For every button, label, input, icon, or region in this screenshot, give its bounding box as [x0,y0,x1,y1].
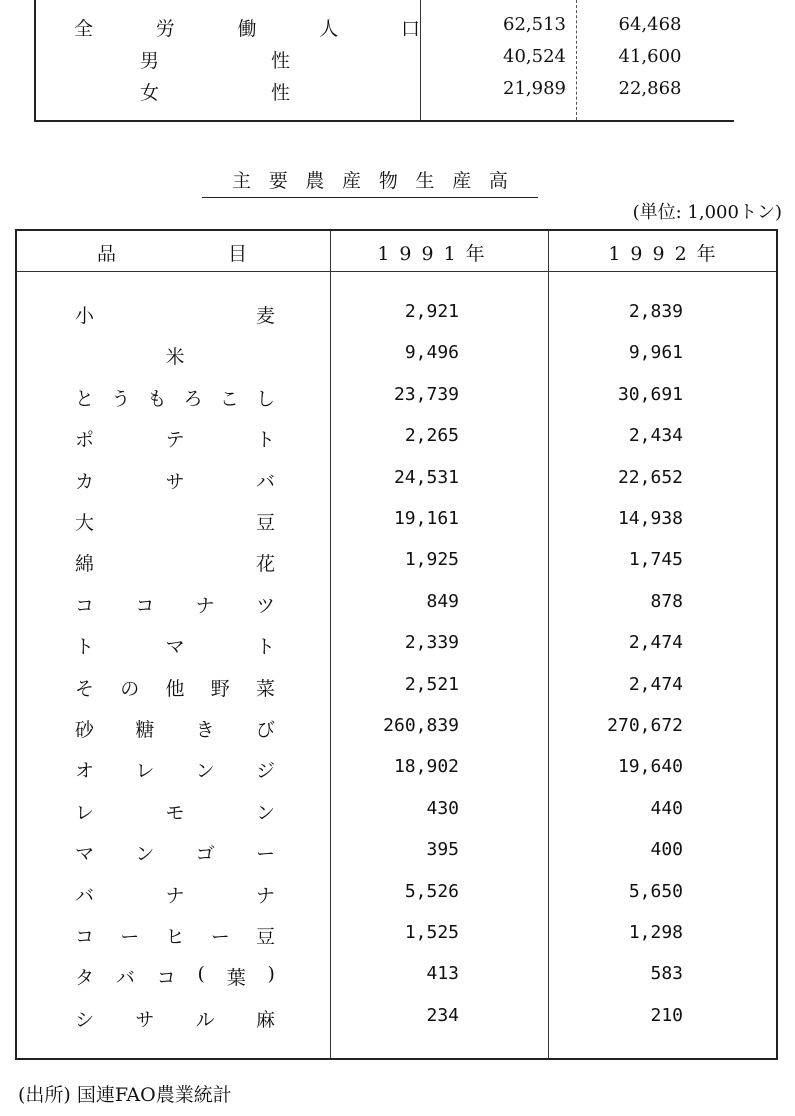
header-divider [17,271,776,272]
crop-name: タ バ コ ( 葉 ) [75,963,275,990]
labor-row [36,78,734,108]
table-row [17,549,776,579]
value-1992: 400 [650,839,683,861]
crop-name: ポ テ ト [75,429,275,452]
value-1991: 19,161 [393,508,459,529]
crop-name: 小 麦 [75,305,275,327]
table-row [17,425,776,455]
header-1992: 1992年 [608,243,726,265]
labor-row-label: 男 性 [140,50,290,72]
value-1991: 9,496 [404,342,459,364]
value-1992: 19,640 [617,756,683,778]
value-1992: 878 [650,590,683,612]
table-row [17,922,776,952]
value-1991: 260,839 [383,715,459,736]
crop-name: シ サ ル 麻 [75,1008,275,1031]
labor-value-1992: 22,868 [618,78,682,99]
crop-name: 大 豆 [75,512,275,534]
value-1991: 849 [426,590,459,612]
value-1991: 23,739 [393,383,459,405]
value-1992: 583 [650,963,683,985]
table-row [17,384,776,414]
crop-name: 綿 花 [75,553,275,576]
header-1991: 1991年 [377,243,495,265]
value-1992: 270,672 [607,715,683,736]
value-1991: 2,339 [404,632,459,654]
table-row [17,839,776,869]
table-row [17,632,776,662]
value-1991: 2,921 [404,301,459,322]
header-item: 品 目 [97,243,247,265]
crop-name: と う も ろ こ し [75,387,275,410]
value-1991: 234 [426,1004,459,1026]
table-row [17,674,776,704]
value-1992: 5,650 [628,880,683,902]
crop-production-table [15,229,778,1060]
crop-name: マ ン ゴ ー [75,843,275,866]
value-1991: 430 [426,797,459,819]
labor-row [36,46,734,76]
value-1992: 30,691 [617,383,683,405]
value-1992: 9,961 [628,342,683,364]
value-1992: 2,474 [628,632,683,654]
labor-value-1991: 62,513 [503,14,566,35]
value-1992: 2,474 [628,673,683,695]
source-note: (出所) 国連FAO農業統計 [18,1084,232,1106]
table-row [17,508,776,538]
value-1991: 1,925 [404,549,459,571]
value-1992: 440 [650,797,683,819]
labor-row [36,14,734,44]
crop-name: そ の 他 野 菜 [75,677,275,700]
table-row [17,591,776,621]
crop-name: レ モ ン [75,801,275,824]
unit-label: (単位: 1,000トン) [632,202,782,223]
value-1991: 18,902 [393,756,459,778]
value-1991: 413 [426,963,459,985]
table-row [17,798,776,828]
value-1992: 14,938 [617,508,683,529]
crop-name: コ コ ナ ツ [75,594,275,617]
value-1991: 2,521 [404,673,459,695]
value-1991: 5,526 [404,880,459,902]
crop-name: 米 [165,346,185,369]
value-1992: 210 [650,1004,683,1026]
labor-value-1992: 41,600 [618,46,682,67]
value-1992: 1,745 [628,549,683,571]
labor-value-1992: 64,468 [618,14,682,35]
table-row [17,881,776,911]
table-row [17,715,776,745]
value-1992: 1,298 [628,922,683,943]
crop-name: バ ナ ナ [75,884,275,907]
value-1992: 2,434 [628,425,683,447]
crop-name: コ ー ヒ ー 豆 [75,926,275,948]
crop-name: ト マ ト [75,636,275,659]
table-row [17,301,776,331]
value-1992: 22,652 [617,466,683,488]
crop-name: カ サ バ [75,470,275,493]
labor-row-label: 全 労 働 人 口 [74,18,420,40]
labor-value-1991: 21,989 [503,78,566,99]
crop-name: 砂 糖 き び [75,719,275,741]
value-1991: 24,531 [393,466,459,488]
value-1991: 1,525 [404,922,459,943]
value-1991: 395 [426,839,459,861]
crop-name: オ レ ン ジ [75,760,275,783]
labor-row-label: 女 性 [140,82,290,104]
table-row [17,756,776,786]
labor-value-1991: 40,524 [503,46,566,67]
table-row [17,1005,776,1035]
value-1992: 2,839 [628,301,683,322]
table-row [17,467,776,497]
labor-population-table [34,0,734,122]
table-row [17,342,776,372]
value-1991: 2,265 [404,425,459,447]
table-row [17,963,776,993]
table-title: 主 要 農 産 物 生 産 高 [202,166,538,198]
